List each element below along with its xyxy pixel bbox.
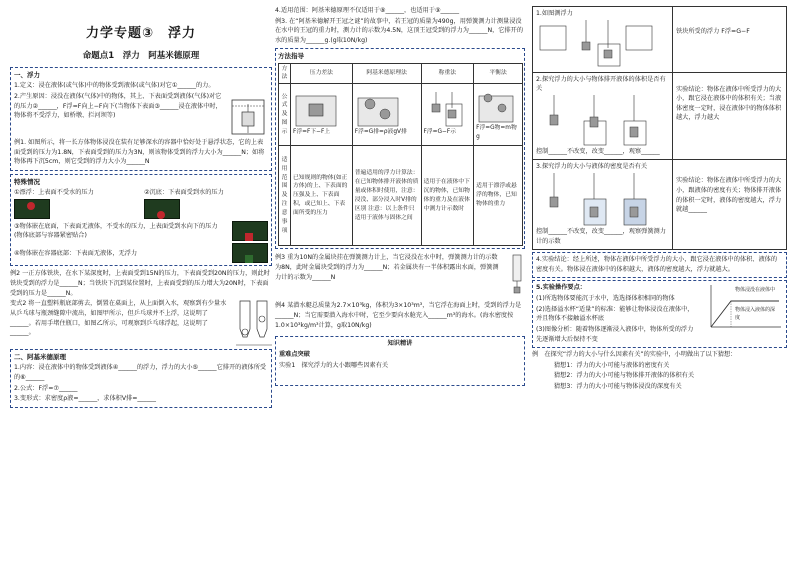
case-embedded-top: ③物体嵌在底面，下表面无液体，不受水的压力，上表面受到水向下的压力(物体底部与容器紧密贴合) (14, 222, 218, 240)
note-balance: 适用于漂浮或悬浮的物体，已知物体的重力 (474, 146, 523, 246)
row-scope-label: 适用范围及注意事项 (279, 146, 291, 246)
step-4-conclusion: 4.实验结论：经上所述，物体在液体中所受浮力的大小，跟它浸在液体中的体积、液体的密度有关。物体浸在液体中的体积越大，液体的密度越大，浮力就越大。 (536, 256, 778, 273)
experiment-1: 实验1 探究浮力的大小跟哪些因素有关 (279, 361, 389, 369)
row-formula-label: 公式及图示 (279, 84, 291, 146)
column-right (532, 6, 787, 393)
sinking-ball-image (144, 199, 180, 219)
step-1-title: 1.如图测浮力 (536, 10, 573, 17)
section-archimedes (10, 349, 272, 408)
example-3-crown: 例3. 在“阿基米德解开王冠之谜”的故事中，若王冠的质量为490g，用弹簧测力计测量浸没在水中的王冠的重力时，测力计的示数为4.5N，这顶王冠受到的浮力为______N，它排开的水的质量为______g.(g取10N/kg) (275, 17, 524, 44)
chart-label-submerged: 物体浸没在液体中 (735, 287, 776, 294)
step-3-figure (536, 173, 656, 227)
step-3-control: 控制______不改变，改变______，观察弹簧测力计的示数 (536, 228, 666, 245)
section-special-cases (10, 174, 272, 267)
case-floating: ①漂浮：上表面不受水的压力 (14, 188, 94, 196)
knowledge-title: 知识精讲 (387, 340, 413, 348)
bottle-pingpong-figure (236, 299, 272, 347)
chart-label-depth: 物体浸入液体的深度 (735, 307, 776, 322)
formula-balance: F浮=G物=m物g (476, 124, 517, 140)
archimedes-heading: 二、阿基米德原理 (14, 353, 66, 362)
formula-weighing: F浮=G−F示 (423, 129, 456, 136)
step-3-conclusion: 实验结论：物体在液体中所受浮力的大小，跟液体的密度有关；物体排开液体的体积一定时，液体的密度越大，浮力就越______ (676, 177, 782, 214)
example-2: 例2 一正方体铁块，在水下某深度时，上表面受到15N的压力，下表面受到20N的压力，则此时铁块受到的浮力是______N；当铁块下沉到某位置时，上表面受到的压力增大为20N时，下表面受到的压力是______N。 (10, 270, 270, 297)
step-2-control: 控制______不改变，改变______，观察______ (536, 147, 660, 155)
operation-points-box (532, 280, 787, 348)
knowledge-box (275, 336, 525, 386)
variant-2: 变式2 将一直塑料瓶底部剪去，倒置在桌面上，从上面倒入水，观察到有少量水从乒乓球与瓶颈缝隙中流出，如图甲所示，但乒乓球并不上浮，这说明了______。若用手堵住瓶口，如图乙所示，可观察到乒乓球浮起，这说明了______。 (10, 300, 227, 337)
archimedes-formula: 2.公式：F浮=⑦______ (14, 384, 78, 392)
note-weighing: 适用于在液体中下沉的物体，已知物体的重力及在液体中测力计示数时 (421, 146, 474, 246)
page-title: 力学专题③ 浮力 (85, 26, 196, 41)
method-archimedes: 阿基米德原理法 (352, 63, 421, 84)
balance-figure (476, 88, 516, 124)
note-archimedes: 普遍适用的浮力计算法：在已知物体排开液体的质量或体积时使用，注意：浸没、部分浸入时V排的区别 注意：以上条件只适用于液体与固体之间 (352, 146, 421, 246)
experiment-conclusion-box (532, 252, 787, 278)
method-balance: 平衡法 (474, 63, 523, 84)
example-4-submarine: 例4 某潜水艇总质量为2.7×10³kg，体积为3×10³m³，当它浮在海面上时，受到的浮力是______N；当它需要潜入海水中时，它至少要向水舱充入______m³的海水。(海水密度按1.0×10³kg/m³计算，g取10N/kg) (275, 302, 522, 329)
floating-ball-image (14, 199, 50, 219)
operation-point-2: (2)选择溢水杯“适量”的标准：能够让物体浸没在液体中，并且物体不接触溢水杯底 (536, 305, 694, 323)
special-cases-heading: 特殊情况 (14, 177, 40, 186)
experiment-table (532, 6, 787, 250)
step-1-result: 铁块所受的浮力 F浮=G−F (676, 28, 750, 35)
experiment-head: 重难点突破 (279, 350, 310, 358)
page-subtitle: 命题点1 浮力 阿基米德原理 (82, 51, 200, 62)
operation-point-3: (3)图像分析：随着物体逐渐浸入液体中，物体所受的浮力先逐渐增大后保持不变 (536, 325, 694, 343)
example-1: 例1. 如图所示，将一长方体物体浸没在装有足够深水的容器中恰好处于悬浮状态，它的上表面受到的压力为1.8N，下表面受到的压力为3N，则该物体受到的浮力大小为______N；如将物体再下沉5cm，则它受到的浮力大小为______N (14, 138, 265, 166)
column-left (10, 6, 272, 408)
case-sinking: ②沉底：下表面受到水的压力 (144, 188, 224, 196)
note-pressure-diff: 已知规则的物体(如正方体)的上、下表面的压强及上、下表面积，或已知上、下表面所受的压力 (291, 146, 353, 246)
buoyancy-definition: 1.定义：浸在液体(或气体)中的物体受到液体(或气体)对它①______的力。 (14, 82, 215, 90)
method-header: 方法 (279, 63, 291, 84)
embedded-top-image (232, 221, 268, 241)
section-buoyancy (10, 67, 272, 171)
archimedes-content: 1.内容：浸在液体中的物体受到液体④______的浮力，浮力的大小⑤______它排开的液体所受的⑥______ (14, 364, 267, 381)
case-embedded-bottom: ④物体嵌在容器底部：下表面无液体，无浮力 (14, 249, 138, 257)
step-2-conclusion: 实验结论：物体在液体中所受浮力的大小，跟它浸在液体中的体积有关；当液体密度一定时，浸在液体中的物体体积越大，浮力越大 (676, 85, 782, 122)
spring-scale-figure (509, 253, 525, 295)
cylinder-in-water-figure (228, 92, 268, 136)
weighing-figure (424, 92, 464, 128)
formula-pressure-diff: F浮=F下−F上 (293, 129, 331, 136)
guess-1: 猜想1：浮力的大小可能与液体的密度有关 (554, 361, 670, 369)
buoyancy-depth-chart (705, 283, 783, 331)
guess-3: 猜想3：浮力的大小可能与物体浸没的深度有关 (554, 382, 682, 390)
method-table (278, 63, 523, 247)
step-1-figure (536, 20, 656, 70)
step-2-title: 2.探究浮力的大小与物体排开液体的体积是否有关 (536, 75, 666, 93)
column-middle (275, 6, 525, 386)
method-guide-title: 方法指导 (278, 52, 304, 61)
embedded-bottom-image (232, 243, 268, 263)
method-pressure-diff: 压力差法 (291, 63, 353, 84)
step-3-title: 3.探究浮力的大小与液体的密度是否有关 (536, 163, 648, 171)
formula-archimedes: F浮=G排=ρ液gV排 (354, 129, 407, 136)
method-weighing: 称重法 (421, 63, 474, 84)
archimedes-figure (355, 92, 401, 128)
buoyancy-cause: 2.产生原因：浸没在液体(气体)中的物体，其上、下表面受到液体(气体)对它的压力②______，F浮=F向上−F向下(当物体下表面③______浸在液体中时，物体将不受浮力，如桥墩、拦河坝等) (14, 92, 222, 120)
operation-point-1: (1)所选物体要能沉于水中，选选择体积相同的物体 (536, 295, 675, 303)
method-guide (275, 48, 525, 249)
section-heading-buoyancy: 一、浮力 (14, 71, 40, 80)
guess-2: 猜想2：浮力的大小可能与物体排开液体的体积有关 (554, 372, 695, 380)
pressure-diff-figure (293, 92, 339, 128)
archimedes-scope: 4.适用范围：阿基米德原理不仅适用于⑧______，也适用于⑨______ (275, 7, 460, 14)
step-2-figure (536, 95, 656, 147)
archimedes-deform: 3.变形式：求密度ρ液=______，求体积V排=______ (14, 395, 156, 403)
example-3-metal: 例3 重为10N的金属块挂在弹簧测力计上，当它浸没在水中时，弹簧测力计的示数为8N，此时金属块受到的浮力为______N；若金属块有一半体积露出水面，弹簧测力计的示数为______N (275, 254, 499, 281)
operation-heading: 5.实验操作要点： (536, 284, 586, 292)
example-bottom: 例 在探究“浮力的大小与什么因素有关”的实验中，小明做出了以下猜想： (532, 351, 737, 359)
